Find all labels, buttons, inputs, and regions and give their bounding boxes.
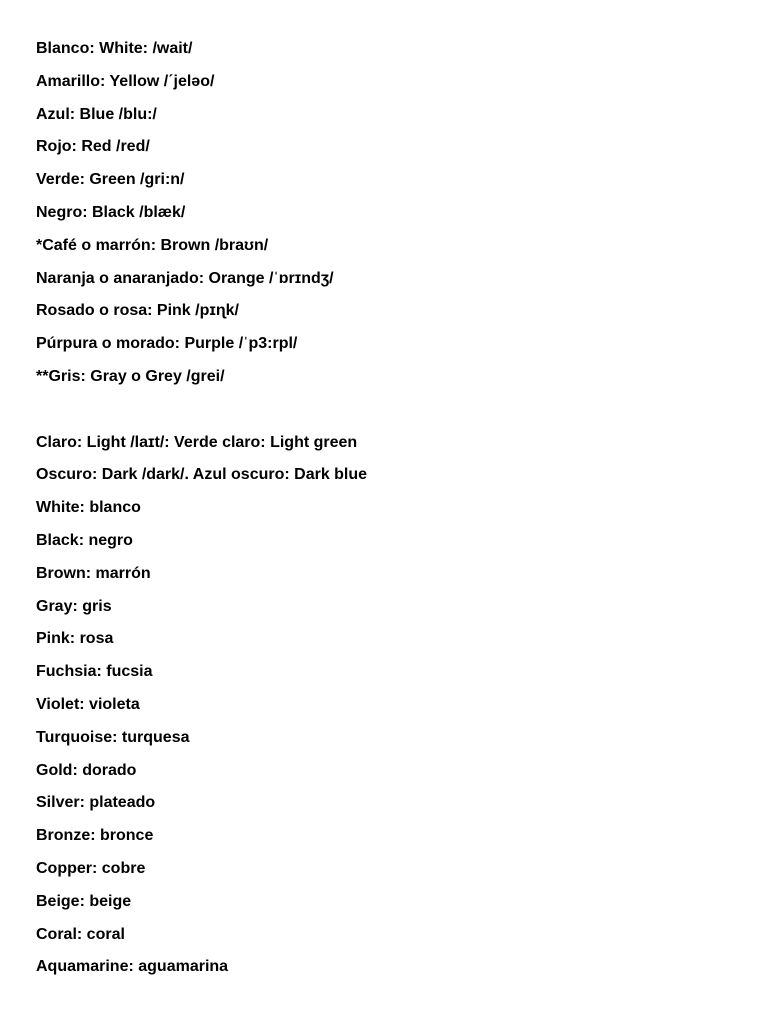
text-line: *Café o marrón: Brown /braʊn/ — [36, 236, 269, 254]
text-line: Silver: plateado — [36, 794, 156, 812]
text-line: Brown: marrón — [36, 564, 151, 582]
text-line: Fuchsia: fucsia — [36, 663, 153, 681]
text-line: Claro: Light /laɪt/: Verde claro: Light green — [36, 433, 358, 451]
text-line: Gray: gris — [36, 597, 112, 615]
text-line: Pink: rosa — [36, 630, 114, 648]
text-line: Negro: Black /blæk/ — [36, 203, 186, 221]
text-line: Gold: dorado — [36, 761, 137, 779]
text-line: Turquoise: turquesa — [36, 728, 190, 746]
text-line: Aquamarine: aguamarina — [36, 958, 229, 976]
text-line: Rojo: Red /red/ — [36, 138, 150, 156]
text-line: Coral: coral — [36, 925, 125, 943]
text-line: Púrpura o morado: Purple /ˈp3:rpl/ — [36, 335, 298, 353]
text-line: Naranja o anaranjado: Orange /ˈɒrɪndʒ/ — [36, 269, 334, 287]
document-page — [36, 33, 736, 984]
color-list-spanish-english — [36, 33, 736, 394]
text-line: Oscuro: Dark /dark/. Azul oscuro: Dark blue — [36, 466, 368, 484]
color-list-english-spanish — [36, 427, 736, 985]
text-line: Rosado o rosa: Pink /pɪɳk/ — [36, 302, 239, 320]
text-line: Beige: beige — [36, 892, 132, 910]
text-line: Copper: cobre — [36, 859, 146, 877]
text-line: Verde: Green /gri:n/ — [36, 171, 185, 189]
text-line: Black: negro — [36, 531, 133, 549]
text-line: Violet: violeta — [36, 695, 140, 713]
text-line: Azul: Blue /blu:/ — [36, 105, 157, 123]
text-line: Blanco: White: /wait/ — [36, 40, 193, 57]
paragraph-gap — [36, 394, 736, 427]
text-line: Amarillo: Yellow /ˊjeləo/ — [36, 72, 215, 90]
text-line: White: blanco — [36, 499, 141, 517]
text-line: **Gris: Gray o Grey /grei/ — [36, 367, 225, 385]
text-line: Bronze: bronce — [36, 827, 154, 845]
